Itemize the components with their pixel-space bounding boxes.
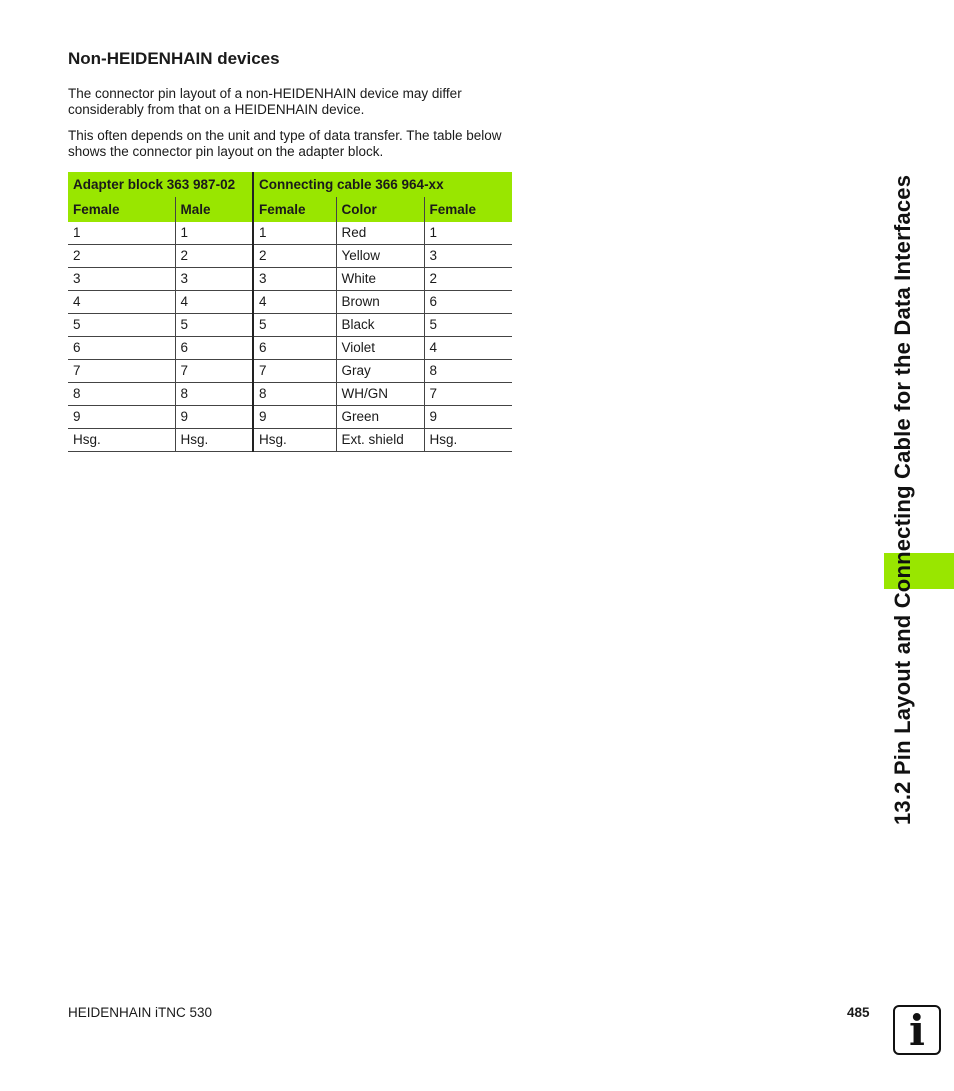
table-cell: 1 <box>175 222 253 245</box>
table-cell: 6 <box>68 337 175 360</box>
table-cell: 5 <box>424 314 512 337</box>
table-cell: 5 <box>175 314 253 337</box>
table-description-paragraph: This often depends on the unit and type of data transfer. The table below shows the connector pin layout on the adapter block. <box>68 128 502 159</box>
table-row <box>68 360 512 383</box>
table-cell: 3 <box>175 268 253 291</box>
table-cell: 9 <box>253 406 336 429</box>
column-header: Female <box>424 197 512 222</box>
table-cell: 7 <box>424 383 512 406</box>
table-cell: White <box>336 268 424 291</box>
table-cell: 2 <box>424 268 512 291</box>
intro-paragraph: The connector pin layout of a non-HEIDENHAIN device may differ considerably from that on a HEIDENHAIN device. <box>68 86 462 117</box>
table-cell: WH/GN <box>336 383 424 406</box>
table-cell: Gray <box>336 360 424 383</box>
page-number: 485 <box>847 1005 870 1020</box>
table-cell: Violet <box>336 337 424 360</box>
info-icon <box>893 1005 941 1055</box>
column-header: Male <box>175 197 253 222</box>
table-cell: 5 <box>68 314 175 337</box>
table-cell: 8 <box>253 383 336 406</box>
table-cell: 2 <box>175 245 253 268</box>
table-cell: 6 <box>253 337 336 360</box>
table-cell: 5 <box>253 314 336 337</box>
table-row <box>68 291 512 314</box>
table-cell: 3 <box>424 245 512 268</box>
table-cell: 1 <box>68 222 175 245</box>
table-cell: Yellow <box>336 245 424 268</box>
group-header-connecting-cable: Connecting cable 366 964-xx <box>253 172 512 197</box>
table-cell: 7 <box>175 360 253 383</box>
table-row <box>68 406 512 429</box>
table-cell: 6 <box>175 337 253 360</box>
table-cell: 2 <box>253 245 336 268</box>
table-cell: 9 <box>424 406 512 429</box>
table-cell: 4 <box>68 291 175 314</box>
table-cell: 8 <box>175 383 253 406</box>
table-group-header-row <box>68 172 512 197</box>
table-body <box>68 222 512 452</box>
table-cell: Brown <box>336 291 424 314</box>
table-cell: 8 <box>424 360 512 383</box>
group-header-adapter-block: Adapter block 363 987-02 <box>68 172 253 197</box>
footer-product-name: HEIDENHAIN iTNC 530 <box>68 1005 213 1020</box>
table-row <box>68 337 512 360</box>
table-row <box>68 314 512 337</box>
table-cell: 7 <box>68 360 175 383</box>
table-cell: Green <box>336 406 424 429</box>
column-header: Female <box>253 197 336 222</box>
table-cell: Hsg. <box>175 429 253 452</box>
table-cell: 1 <box>424 222 512 245</box>
table-column-header-row <box>68 197 512 222</box>
table-cell: 3 <box>253 268 336 291</box>
table-cell: 4 <box>424 337 512 360</box>
table-row <box>68 222 512 245</box>
table-cell: 2 <box>68 245 175 268</box>
table-cell: 1 <box>253 222 336 245</box>
table-row <box>68 429 512 452</box>
table-cell: 3 <box>68 268 175 291</box>
table-row <box>68 268 512 291</box>
table-cell: 7 <box>253 360 336 383</box>
table-cell: Red <box>336 222 424 245</box>
table-cell: Hsg. <box>253 429 336 452</box>
info-glyph: i <box>909 1006 925 1055</box>
column-header: Color <box>336 197 424 222</box>
column-header: Female <box>68 197 175 222</box>
table-cell: 6 <box>424 291 512 314</box>
table-cell: 4 <box>175 291 253 314</box>
chapter-side-title: 13.2 Pin Layout and Connecting Cable for the Data Interfaces <box>890 174 915 825</box>
table-cell: Hsg. <box>68 429 175 452</box>
table-cell: 8 <box>68 383 175 406</box>
table-row <box>68 383 512 406</box>
table-cell: Black <box>336 314 424 337</box>
section-heading: Non-HEIDENHAIN devices <box>68 49 280 68</box>
table-cell: 9 <box>175 406 253 429</box>
table-cell: Ext. shield <box>336 429 424 452</box>
table-cell: 4 <box>253 291 336 314</box>
table-cell: 9 <box>68 406 175 429</box>
table-cell: Hsg. <box>424 429 512 452</box>
table-row <box>68 245 512 268</box>
pin-layout-table <box>68 172 512 452</box>
